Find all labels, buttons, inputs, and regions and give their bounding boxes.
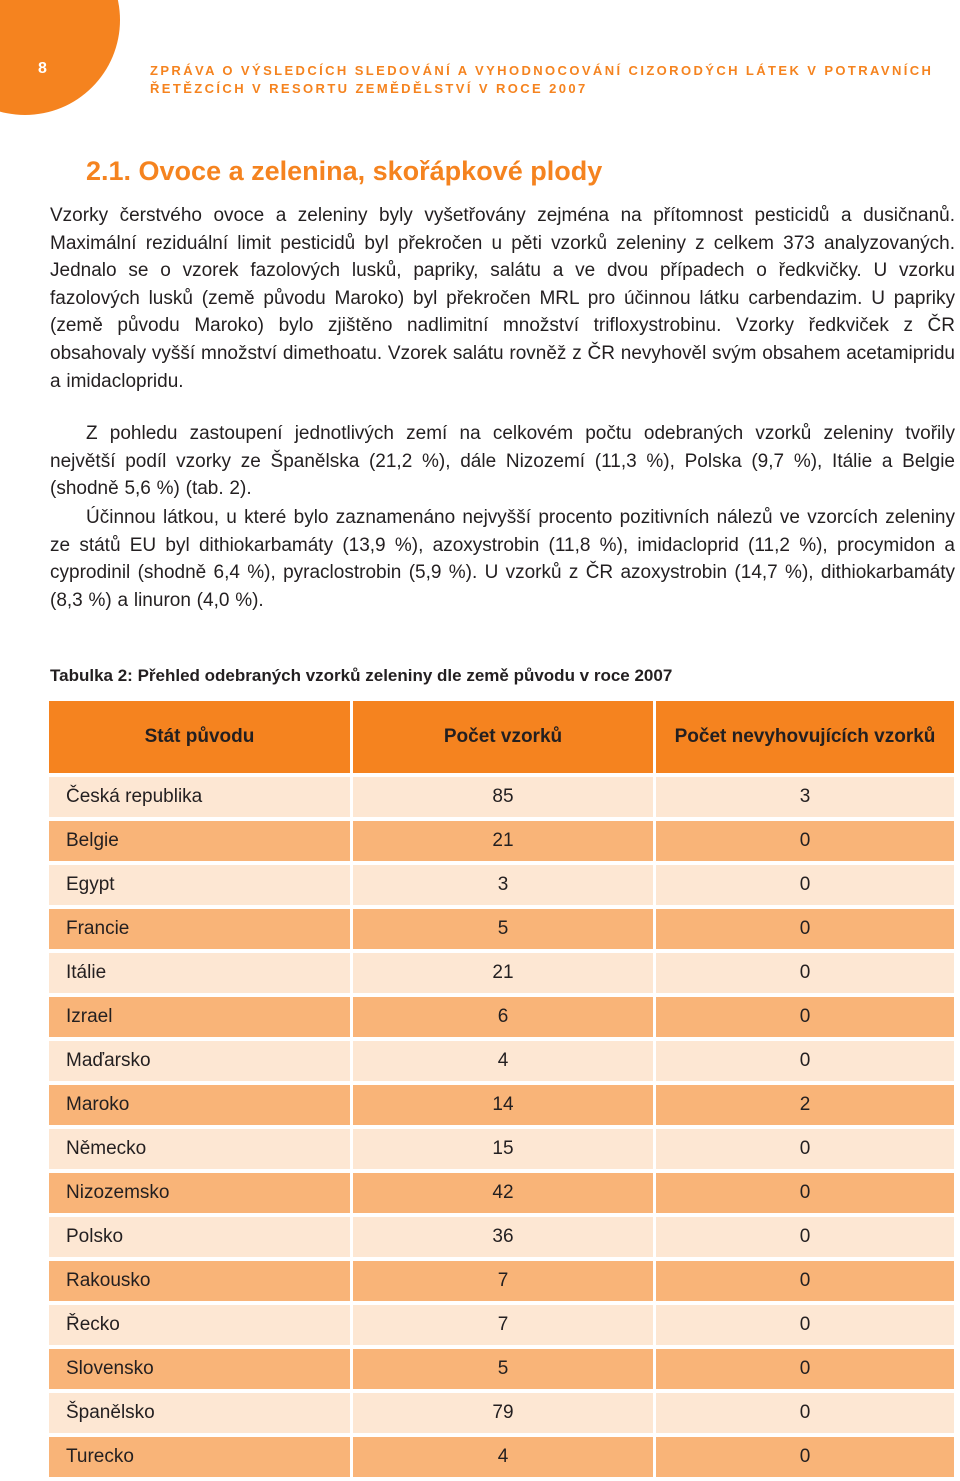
cell-sample-count: 14 xyxy=(350,1085,653,1125)
cell-country: Polsko xyxy=(49,1217,350,1257)
cell-noncompliant-count: 0 xyxy=(653,1129,954,1169)
cell-noncompliant-count: 0 xyxy=(653,1041,954,1081)
table-row xyxy=(49,1261,954,1301)
cell-country: Izrael xyxy=(49,997,350,1037)
table-row xyxy=(49,1437,954,1477)
cell-noncompliant-count: 0 xyxy=(653,1349,954,1389)
page-number: 8 xyxy=(38,60,47,77)
section-title: 2.1. Ovoce a zelenina, skořápkové plody xyxy=(86,156,603,186)
paragraph-2 xyxy=(50,420,955,503)
cell-sample-count: 15 xyxy=(350,1129,653,1169)
paragraph-1: Vzorky čerstvého ovoce a zeleniny byly vyšetřovány zejména na přítomnost pesticidů a dusičnanů. Maximální reziduální limit pesticidů byl překročen u pěti vzorků zeleniny z celkem 373 analyzovaných. Jednalo se o vzorek fazolových lusků, papriky, salátu a ve dvou případech o ředkvičky. U vzorku fazolových lusků (země původu Maroko) byl překročen MRL pro účinnou látku carbendazim. U papriky (země původu Maroko) bylo zjištěno nadlimitní množství trifloxystrobinu. Vzorky ředkviček z ČR obsahovaly vyšší množství dimethoatu. Vzorek salátu rovněž z ČR nevyhověl svým obsahem acetamipridu a imidaclopridu. xyxy=(50,205,955,392)
cell-noncompliant-count: 0 xyxy=(653,865,954,905)
running-header xyxy=(150,62,934,98)
page-number-badge xyxy=(0,0,120,120)
cell-sample-count: 4 xyxy=(350,1437,653,1477)
header-country: Stát původu xyxy=(49,701,350,773)
cell-sample-count: 4 xyxy=(350,1041,653,1081)
cell-sample-count: 7 xyxy=(350,1261,653,1301)
cell-noncompliant-count: 0 xyxy=(653,1173,954,1213)
cell-country: Rakousko xyxy=(49,1261,350,1301)
cell-country: Česká republika xyxy=(49,777,350,817)
table-row xyxy=(49,821,954,861)
cell-noncompliant-count: 0 xyxy=(653,1305,954,1345)
table-row xyxy=(49,1041,954,1081)
paragraph-2-text: Z pohledu zastoupení jednotlivých zemí na celkovém počtu odebraných vzorků zeleniny tvořily největší podíl vzorky ze Španělska (21,2 %), dále Nizozemí (11,3 %), Polska (9,7 %), Itálie a Belgie (shodně 5,6 %) (tab. 2). xyxy=(50,423,955,500)
cell-noncompliant-count: 0 xyxy=(653,909,954,949)
cell-country: Maďarsko xyxy=(49,1041,350,1081)
paragraph-3 xyxy=(50,504,955,614)
table-row xyxy=(49,1305,954,1345)
table-row xyxy=(49,1217,954,1257)
cell-noncompliant-count: 0 xyxy=(653,997,954,1037)
cell-country: Německo xyxy=(49,1129,350,1169)
cell-sample-count: 3 xyxy=(350,865,653,905)
table-row xyxy=(49,1129,954,1169)
header-noncompliant-count: Počet nevyhovujících vzorků xyxy=(653,701,954,773)
cell-country: Nizozemsko xyxy=(49,1173,350,1213)
cell-noncompliant-count: 0 xyxy=(653,1217,954,1257)
cell-noncompliant-count: 3 xyxy=(653,777,954,817)
cell-sample-count: 42 xyxy=(350,1173,653,1213)
table-row xyxy=(49,1085,954,1125)
cell-country: Maroko xyxy=(49,1085,350,1125)
cell-sample-count: 7 xyxy=(350,1305,653,1345)
cell-sample-count: 36 xyxy=(350,1217,653,1257)
table-row xyxy=(49,1349,954,1389)
cell-country: Itálie xyxy=(49,953,350,993)
table-row xyxy=(49,1393,954,1433)
table-row xyxy=(49,1173,954,1213)
table-caption-label: Tabulka 2: xyxy=(50,666,133,685)
cell-noncompliant-count: 2 xyxy=(653,1085,954,1125)
cell-noncompliant-count: 0 xyxy=(653,1437,954,1477)
samples-table xyxy=(49,697,954,1481)
cell-sample-count: 5 xyxy=(350,909,653,949)
cell-country: Turecko xyxy=(49,1437,350,1477)
cell-noncompliant-count: 0 xyxy=(653,953,954,993)
cell-country: Francie xyxy=(49,909,350,949)
cell-country: Španělsko xyxy=(49,1393,350,1433)
table-caption xyxy=(50,666,672,686)
cell-country: Egypt xyxy=(49,865,350,905)
cell-sample-count: 79 xyxy=(350,1393,653,1433)
table-header-row xyxy=(49,701,954,773)
header-sample-count: Počet vzorků xyxy=(350,701,653,773)
table-caption-text: Přehled odebraných vzorků zeleniny dle země původu v roce 2007 xyxy=(137,666,673,685)
cell-sample-count: 21 xyxy=(350,821,653,861)
cell-country: Řecko xyxy=(49,1305,350,1345)
cell-noncompliant-count: 0 xyxy=(653,821,954,861)
cell-sample-count: 5 xyxy=(350,1349,653,1389)
cell-sample-count: 85 xyxy=(350,777,653,817)
table-row xyxy=(49,865,954,905)
cell-country: Belgie xyxy=(49,821,350,861)
running-header-line-2: ŘETĚZCÍCH V RESORTU ZEMĚDĚLSTVÍ V ROCE 2007 xyxy=(150,81,588,96)
cell-noncompliant-count: 0 xyxy=(653,1393,954,1433)
running-header-line-1: ZPRÁVA O VÝSLEDCÍCH SLEDOVÁNÍ A VYHODNOCOVÁNÍ CIZORODÝCH LÁTEK V POTRAVNÍCH xyxy=(150,63,934,78)
cell-country: Slovensko xyxy=(49,1349,350,1389)
paragraph-3-text: Účinnou látkou, u které bylo zaznamenáno nejvyšší procento pozitivních nálezů ve vzorcích zeleniny ze států EU byl dithiokarbamáty (13,9 %), azoxystrobin (11,8 %), imidacloprid (11,2 %), procymidon a cyprodinil (shodně 6,4 %), pyraclostrobin (5,9 %). U vzorků z ČR azoxystrobin (14,7 %), dithiokarbamáty (8,3 %) a linuron (4,0 %). xyxy=(50,507,955,611)
table-row xyxy=(49,777,954,817)
cell-noncompliant-count: 0 xyxy=(653,1261,954,1301)
cell-sample-count: 21 xyxy=(350,953,653,993)
table-row xyxy=(49,997,954,1037)
table-row xyxy=(49,909,954,949)
cell-sample-count: 6 xyxy=(350,997,653,1037)
table-row xyxy=(49,953,954,993)
badge-shape xyxy=(0,0,120,115)
